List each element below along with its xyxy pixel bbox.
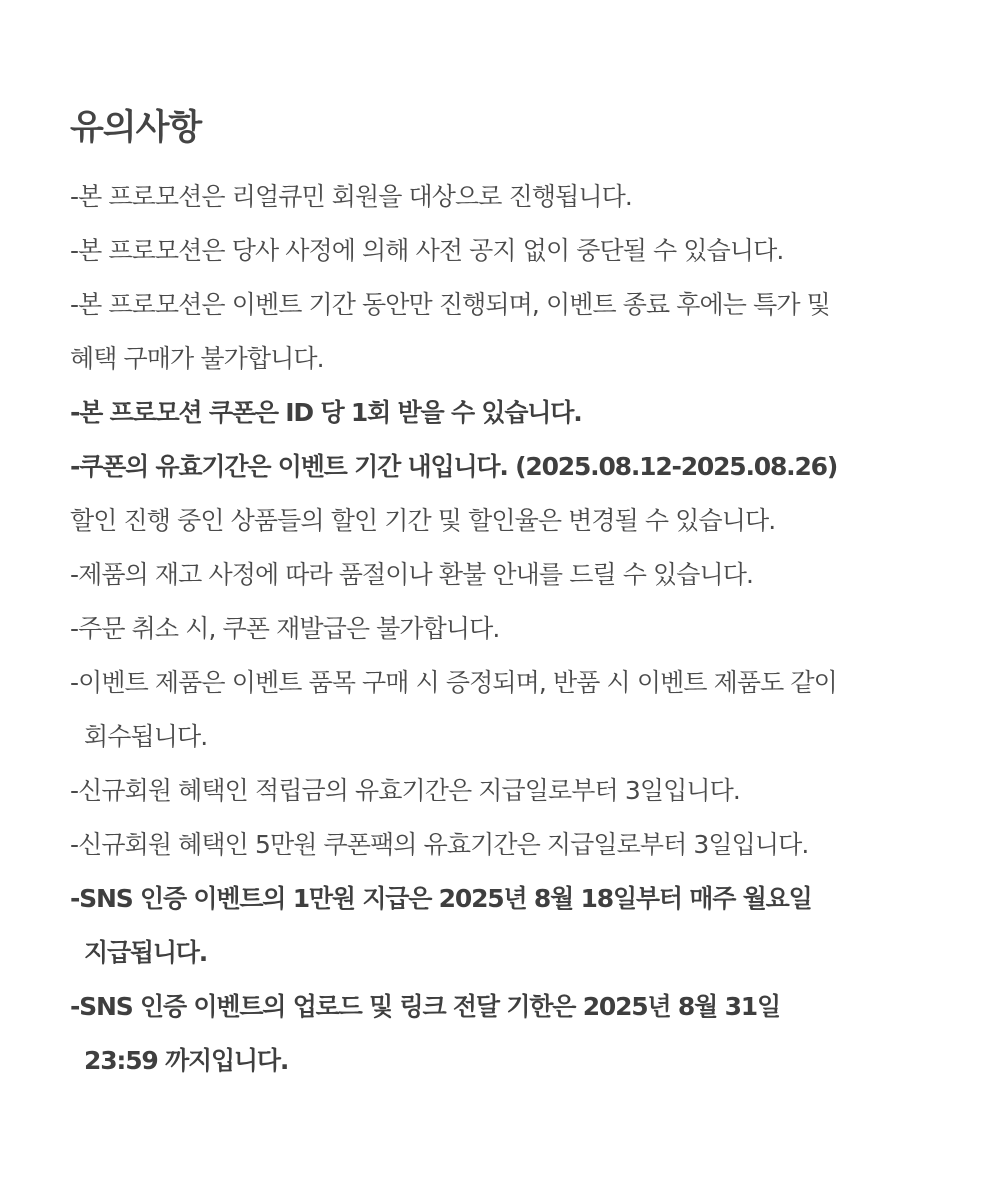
notice-line-emphasis: -본 프로모션 쿠폰은 ID 당 1회 받을 수 있습니다. [70, 398, 582, 427]
notice-line-emphasis: 23:59 까지입니다. [84, 1046, 289, 1075]
notice-line: -본 프로모션은 이벤트 기간 동안만 진행되며, 이벤트 종료 후에는 특가 및 [70, 290, 830, 319]
notice-line-emphasis: -쿠폰의 유효기간은 이벤트 기간 내입니다. (2025.08.12-2025.08.26) [70, 452, 838, 481]
notice-line: -본 프로모션은 리얼큐민 회원을 대상으로 진행됩니다. [70, 182, 632, 211]
notice-line: -제품의 재고 사정에 따라 품절이나 환불 안내를 드릴 수 있습니다. [70, 560, 754, 589]
notice-line-emphasis: 지급됩니다. [84, 938, 208, 967]
notice-title: 유의사항 [70, 108, 202, 148]
notice-line: 혜택 구매가 불가합니다. [70, 344, 324, 373]
notice-line-emphasis: -SNS 인증 이벤트의 업로드 및 링크 전달 기한은 2025년 8월 31일 [70, 992, 780, 1021]
notice-line: -본 프로모션은 당사 사정에 의해 사전 공지 없이 중단될 수 있습니다. [70, 236, 784, 265]
notice-line: 회수됩니다. [84, 722, 208, 751]
notice-line: -신규회원 혜택인 5만원 쿠폰팩의 유효기간은 지급일로부터 3일입니다. [70, 830, 809, 859]
notice-line-emphasis: -SNS 인증 이벤트의 1만원 지급은 2025년 8월 18일부터 매주 월요일 [70, 884, 812, 913]
notice-line: -주문 취소 시, 쿠폰 재발급은 불가합니다. [70, 614, 500, 643]
notice-line: -이벤트 제품은 이벤트 품목 구매 시 증정되며, 반품 시 이벤트 제품도 같이 [70, 668, 837, 697]
notice-line: -신규회원 혜택인 적립금의 유효기간은 지급일로부터 3일입니다. [70, 776, 740, 805]
notice-line: 할인 진행 중인 상품들의 할인 기간 및 할인율은 변경될 수 있습니다. [70, 506, 776, 535]
